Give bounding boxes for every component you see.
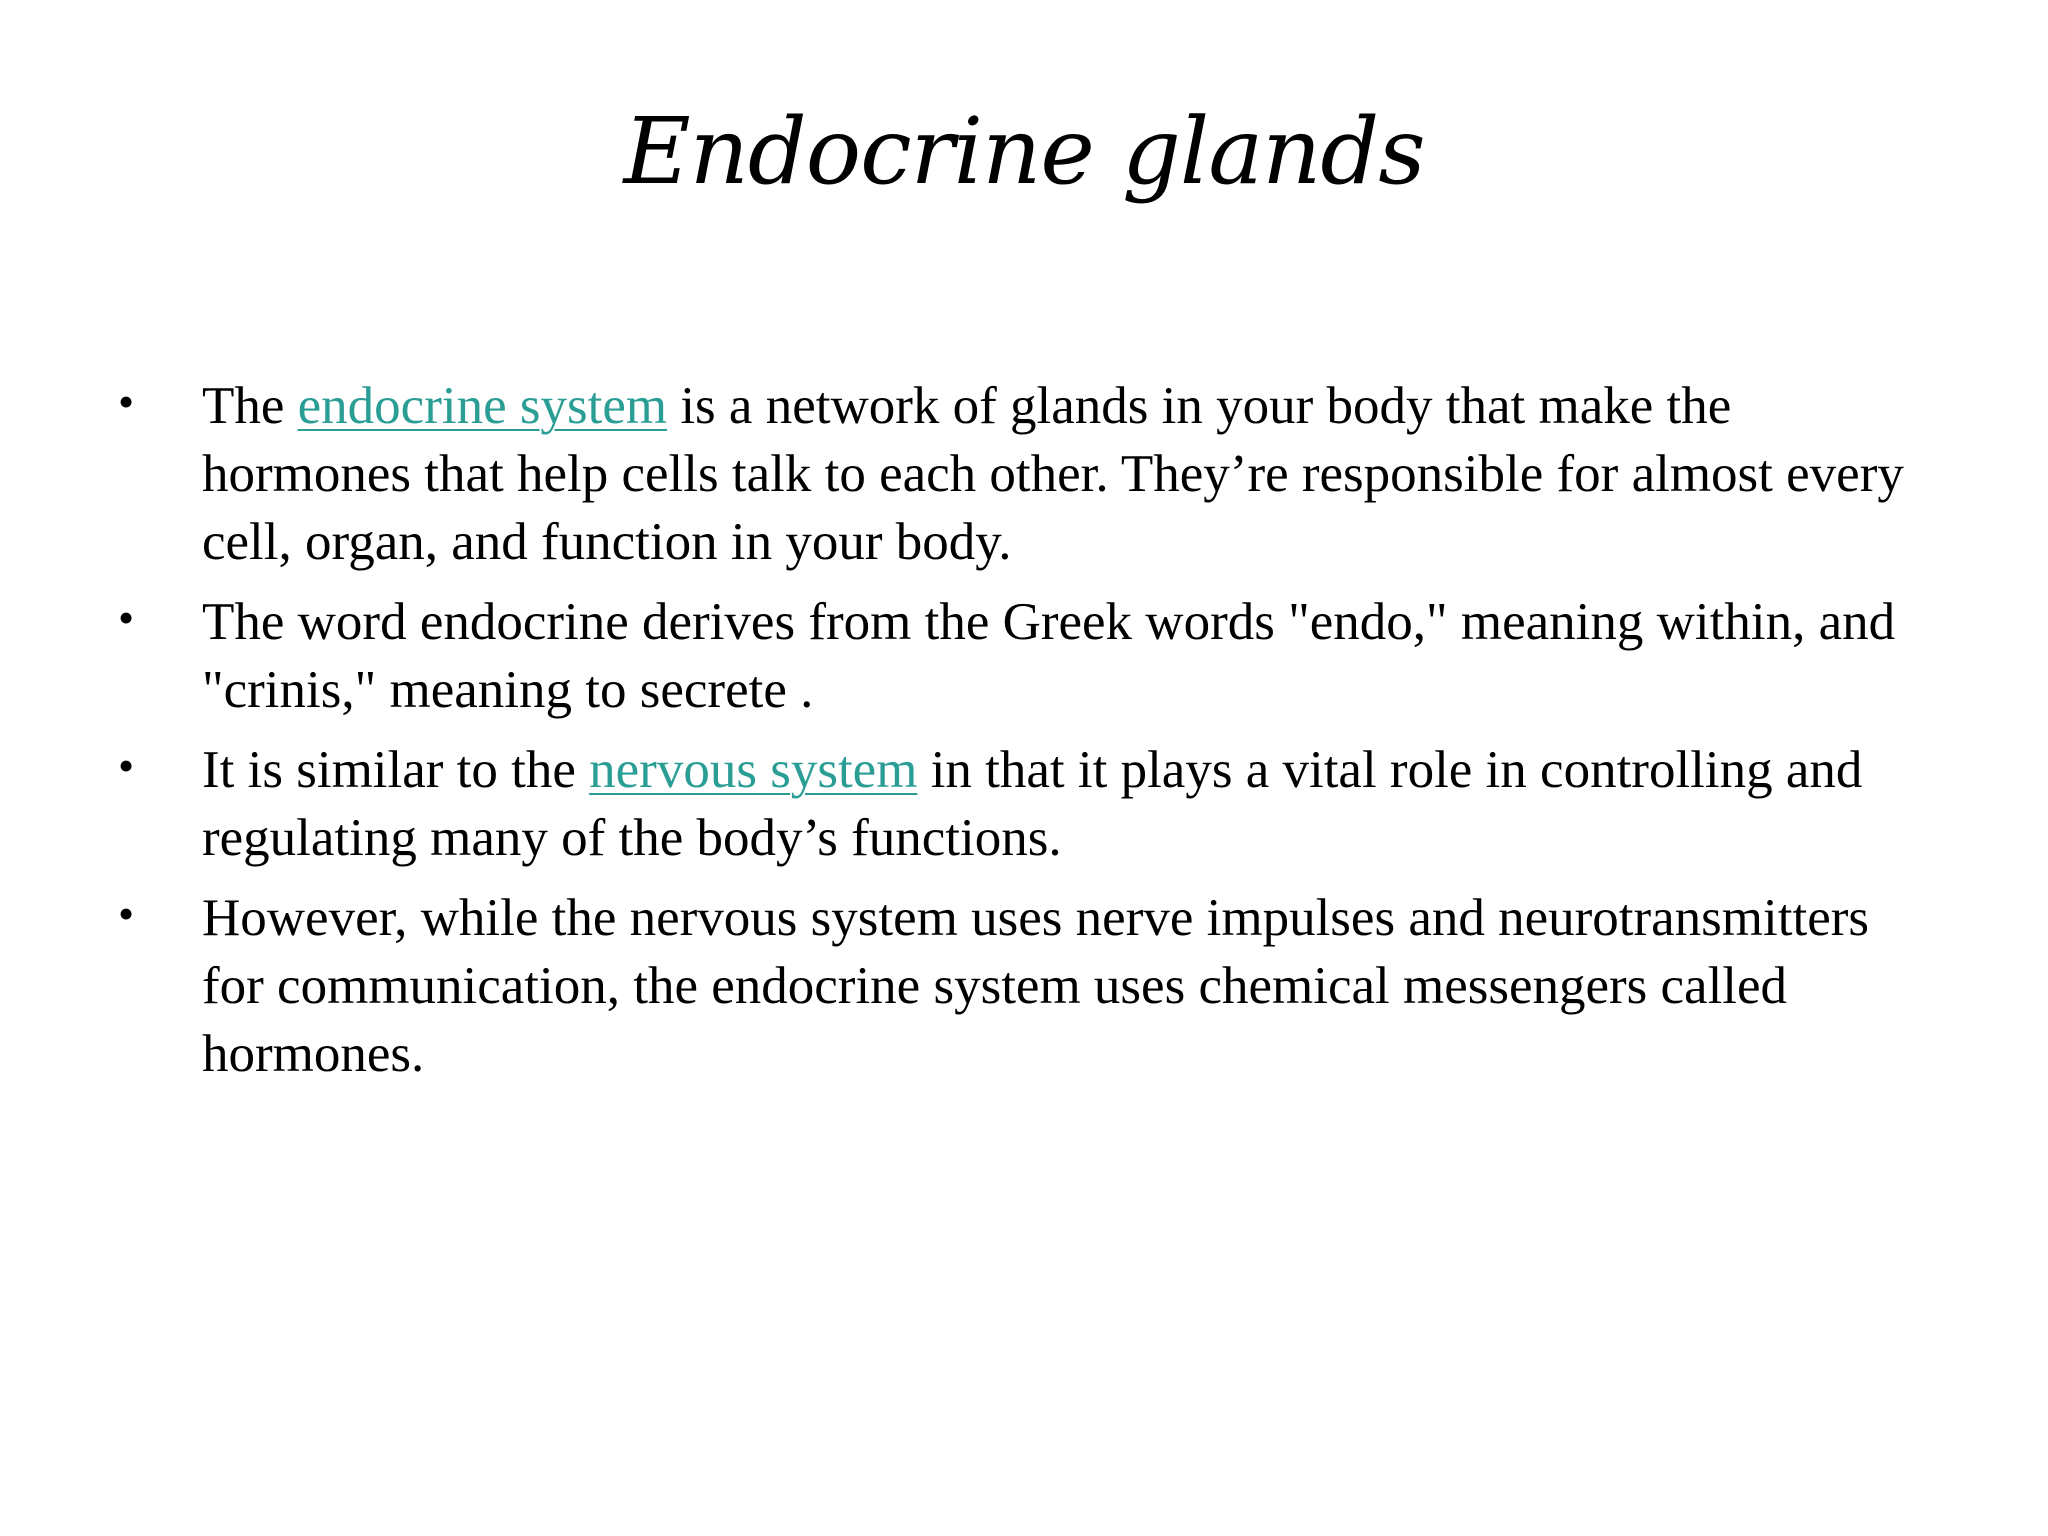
- bullet-text-post: is a network of glands in your body that make the hormones that help cells talk to each other. They’re responsible for almost every cell, organ, and function in your body.: [202, 377, 1904, 571]
- bullet-item-hormones: [118, 884, 1938, 1088]
- bullet-dot-icon: •: [118, 740, 135, 791]
- bullet-item-nervous-system: [118, 736, 1938, 872]
- bullet-item-endocrine-system: [118, 372, 1938, 576]
- bullet-dot-icon: •: [118, 888, 135, 939]
- bullet-dot-icon: •: [118, 592, 135, 643]
- nervous-system-link[interactable]: nervous system: [589, 741, 918, 799]
- bullet-text: However, while the nervous system uses nerve impulses and neurotransmitters for communication, the endocrine system uses chemical messengers called hormones.: [202, 889, 1869, 1083]
- bullet-dot-icon: •: [118, 376, 135, 427]
- endocrine-system-link[interactable]: endocrine system: [297, 377, 668, 435]
- bullet-item-etymology: [118, 588, 1938, 724]
- bullet-text-post: in that it plays a vital role in controlling and regulating many of the body’s functions.: [202, 741, 1863, 867]
- bullet-text-pre: The: [202, 377, 298, 435]
- bullet-text: The word endocrine derives from the Greek words "endo," meaning within, and "crinis," meaning to secrete .: [202, 593, 1896, 719]
- bullet-list: [118, 372, 1938, 1100]
- slide-title: Endocrine glands: [623, 98, 1425, 205]
- bullet-text-pre: It is similar to the: [202, 741, 590, 799]
